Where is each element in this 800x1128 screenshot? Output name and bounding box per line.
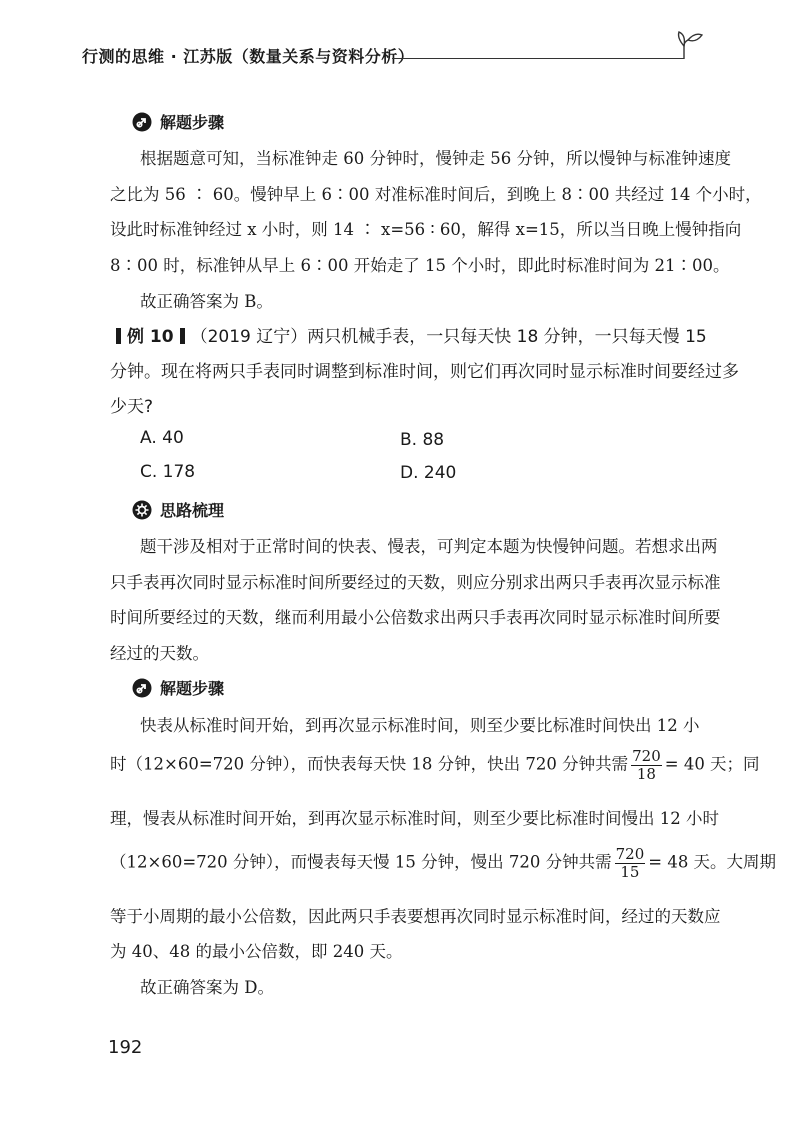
idea-gear-icon <box>132 500 152 520</box>
example-question <box>110 322 707 347</box>
section-heading-analysis <box>132 498 224 521</box>
option-d: D. 240 <box>400 463 457 483</box>
header-rule <box>392 58 684 59</box>
fraction-numerator: 720 <box>632 747 661 765</box>
option-c: C. 178 <box>140 462 196 482</box>
solution-steps-icon <box>132 112 152 132</box>
section-heading-text: 解题步骤 <box>160 679 225 698</box>
paragraph-line: 8∶00 时，标准钟从早上 6∶00 开始走了 15 个小时，即此时标准时间为 21∶00。 <box>110 256 730 275</box>
section-heading-solution-2 <box>132 676 224 699</box>
paragraph-line: 等于小周期的最小公倍数，因此两只手表要想再次同时显示标准时间，经过的天数应 <box>110 907 721 926</box>
fraction-numerator: 720 <box>615 845 645 863</box>
example-bar-right <box>180 328 185 344</box>
text-run: = 48 天。大周期 <box>648 852 777 872</box>
paragraph-line: 经过的天数。 <box>110 644 209 663</box>
section-heading-text: 解题步骤 <box>160 113 225 132</box>
paragraph-line-with-fraction <box>110 845 777 881</box>
answer-line: 故正确答案为 B。 <box>140 292 273 311</box>
fraction-denominator: 15 <box>620 862 640 881</box>
section-heading-text: 思路梳理 <box>160 501 225 520</box>
text-run: = 40 天；同 <box>664 754 760 774</box>
paragraph-line: 理，慢表从标准时间开始，到再次显示标准时间，则至少要比标准时间慢出 12 小时 <box>110 809 719 828</box>
paragraph-line: 为 40、48 的最小公倍数，即 240 天。 <box>110 942 403 961</box>
paragraph-line: 快表从标准时间开始，到再次显示标准时间，则至少要比标准时间快出 12 小 <box>140 716 700 735</box>
sprout-icon <box>674 26 714 66</box>
fraction-720-over-15 <box>615 846 646 880</box>
paragraph-line: 设此时标准钟经过 x 小时，则 14 ∶ x=56 ∶ 60，解得 x=15，所以当日晚上慢钟指向 <box>110 220 742 239</box>
text-run: 时（12×60=720 分钟），而快表每天快 18 分钟，快出 720 分钟共需 <box>110 754 629 774</box>
question-line: （2019 辽宁）两只机械手表，一只每天快 18 分钟，一只每天慢 15 <box>190 327 707 347</box>
paragraph-line: 题干涉及相对于正常时间的快表、慢表，可判定本题为快慢钟问题。若想求出两 <box>140 537 718 556</box>
question-line: 分钟。现在将两只手表同时调整到标准时间，则它们再次同时显示标准时间要经过多 <box>110 362 739 382</box>
fraction-720-over-18 <box>631 748 662 782</box>
paragraph-line: 根据题意可知，当标准钟走 60 分钟时，慢钟走 56 分钟，所以慢钟与标准钟速度 <box>140 149 731 168</box>
option-b: B. 88 <box>400 430 445 450</box>
answer-line: 故正确答案为 D。 <box>140 978 274 997</box>
question-line: 少天? <box>110 397 154 417</box>
solution-steps-icon <box>132 678 152 698</box>
running-header: 行测的思维 · 江苏版（数量关系与资料分析） <box>82 47 415 66</box>
paragraph-line-with-fraction <box>110 747 760 783</box>
paragraph-line: 之比为 56 ∶ 60。慢钟早上 6∶00 对准标准时间后，到晚上 8∶00 共经过 14 个小时， <box>110 185 762 204</box>
page-number: 192 <box>108 1037 143 1058</box>
paragraph-line: 时间所要经过的天数，继而利用最小公倍数求出两只手表再次同时显示标准时间所要 <box>110 608 721 627</box>
option-a: A. 40 <box>140 428 184 448</box>
fraction-denominator: 18 <box>636 764 656 783</box>
paragraph-line: 只手表再次同时显示标准时间所要经过的天数，则应分别求出两只手表再次显示标准 <box>110 573 721 592</box>
text-run: （12×60=720 分钟），而慢表每天慢 15 分钟，慢出 720 分钟共需 <box>110 852 612 872</box>
example-bar-left <box>116 328 121 344</box>
section-heading-solution-1 <box>132 110 224 133</box>
example-tag: 例 10 <box>127 327 174 347</box>
